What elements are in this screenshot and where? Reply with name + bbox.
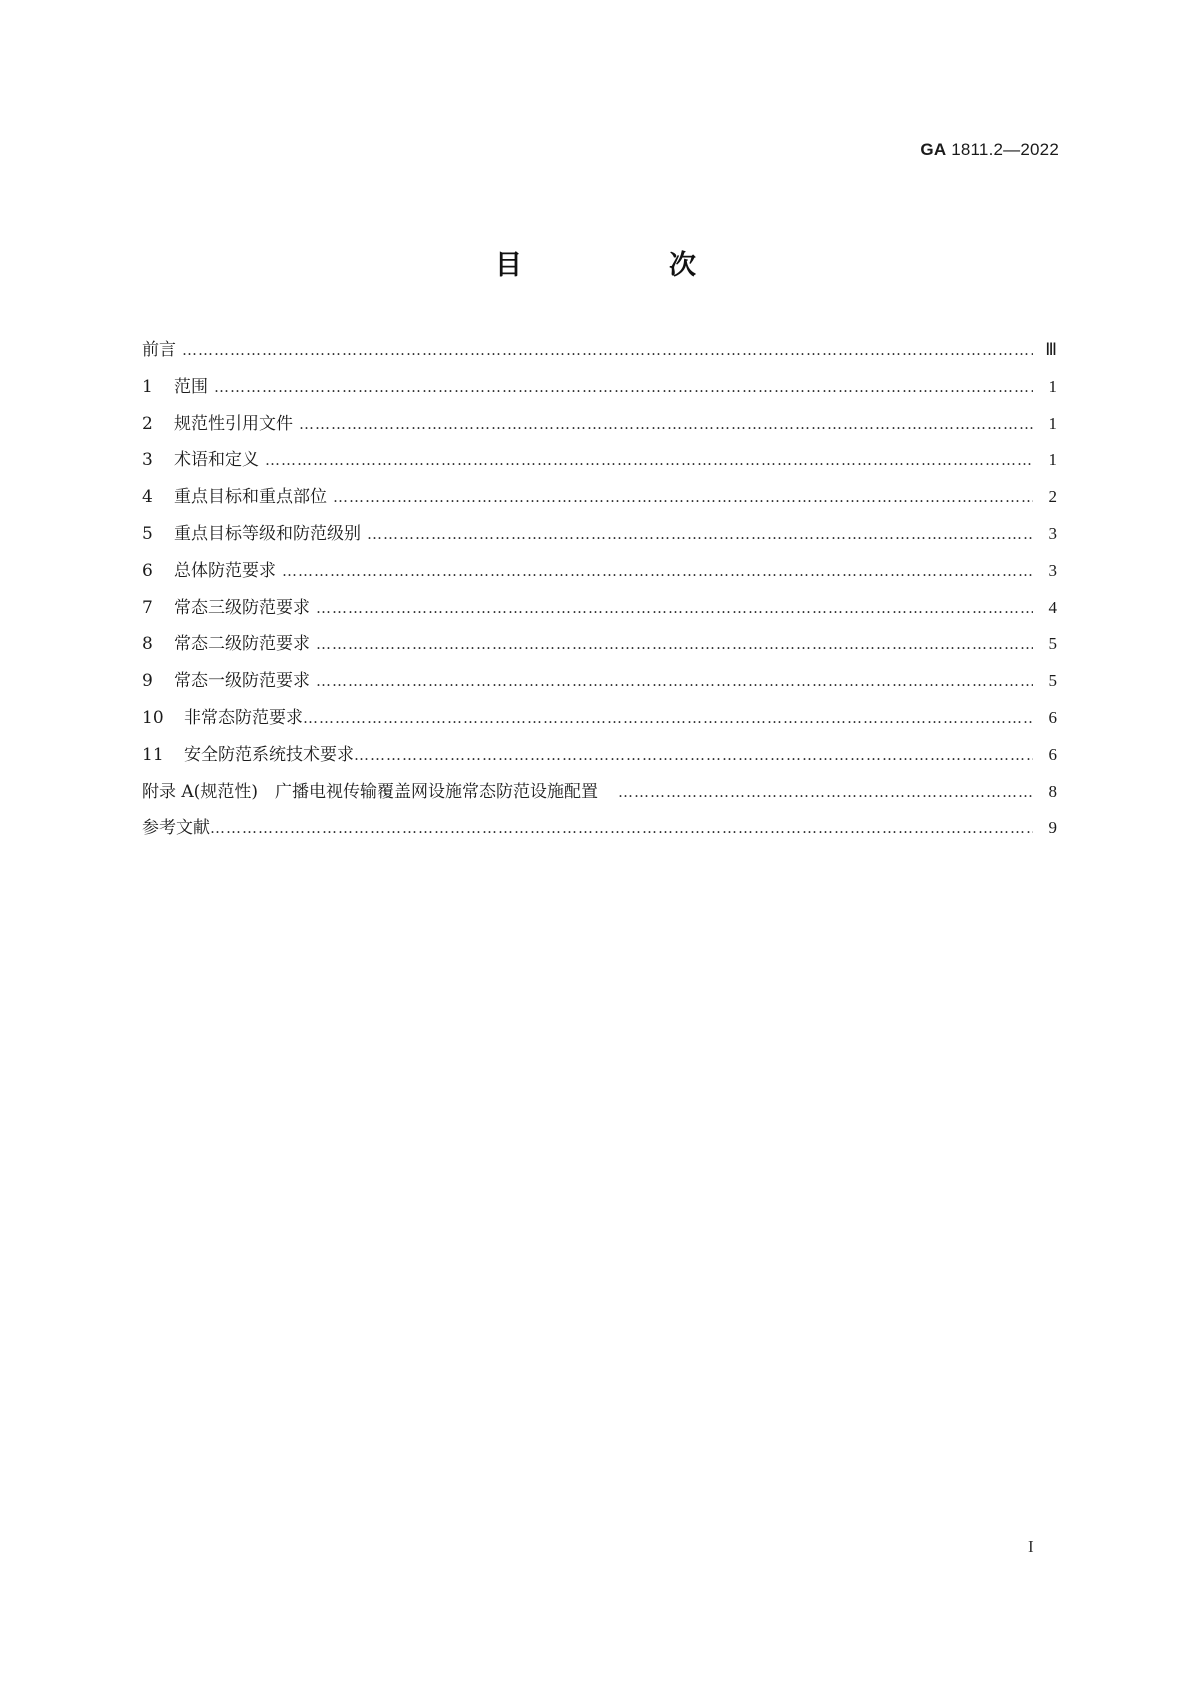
toc-leader-dots xyxy=(210,817,1033,839)
toc-leader-dots xyxy=(618,781,1033,803)
toc-entry-10[interactable] xyxy=(142,707,1057,744)
toc-entry-label: 术语和定义 xyxy=(174,450,259,471)
toc-entry-appendix-a[interactable] xyxy=(142,781,1057,818)
toc-entry-page: 8 xyxy=(1048,781,1057,801)
toc-entry-11[interactable] xyxy=(142,744,1057,781)
toc-leader-dots xyxy=(214,376,1033,398)
toc-entry-label: 非常态防范要求 xyxy=(184,707,303,728)
toc-entry-8[interactable] xyxy=(142,633,1057,670)
toc-entry-number: 6 xyxy=(142,560,153,581)
toc-entry-page: 9 xyxy=(1048,818,1057,838)
toc-entry-label: 常态二级防范要求 xyxy=(174,634,310,655)
toc-entry-page: 6 xyxy=(1048,707,1057,727)
toc-entry-page: 1 xyxy=(1048,450,1057,470)
toc-entry-label: 常态一级防范要求 xyxy=(174,671,310,692)
toc-leader-dots xyxy=(316,597,1033,619)
toc-entry-number: 11 xyxy=(142,744,164,765)
toc-entry-label: 重点目标等级和防范级别 xyxy=(174,523,361,544)
toc-entry-label: 总体防范要求 xyxy=(174,560,276,581)
table-of-contents xyxy=(142,339,1057,854)
toc-entry-page: 5 xyxy=(1048,634,1057,654)
toc-entry-page: 6 xyxy=(1048,744,1057,764)
document-code-number: 1811.2—2022 xyxy=(951,140,1059,159)
toc-leader-dots xyxy=(265,449,1033,471)
toc-leader-dots xyxy=(299,413,1033,435)
toc-entry-page: 3 xyxy=(1048,523,1057,543)
toc-entry-label: 规范性引用文件 xyxy=(174,413,293,434)
toc-leader-dots xyxy=(316,670,1033,692)
toc-entry-2[interactable] xyxy=(142,413,1057,450)
toc-entry-label: 重点目标和重点部位 xyxy=(174,487,327,508)
toc-entry-label: 范围 xyxy=(174,376,208,397)
toc-leader-dots xyxy=(367,523,1033,545)
toc-entry-number: 2 xyxy=(142,413,153,434)
toc-entry-7[interactable] xyxy=(142,597,1057,634)
toc-leader-dots xyxy=(333,486,1033,508)
toc-entry-label: 附录 A(规范性) 广播电视传输覆盖网设施常态防范设施配置 xyxy=(142,781,598,802)
toc-leader-dots xyxy=(316,633,1033,655)
toc-entry-page: 2 xyxy=(1048,487,1057,507)
toc-entry-number: 8 xyxy=(142,634,153,655)
document-code xyxy=(920,140,1059,160)
toc-entry-page: 4 xyxy=(1048,597,1057,617)
footer-page-number: I xyxy=(1028,1537,1034,1556)
document-code-prefix: GA xyxy=(920,140,947,159)
toc-entry-references[interactable] xyxy=(142,817,1057,854)
toc-entry-3[interactable] xyxy=(142,449,1057,486)
toc-entry-label: 安全防范系统技术要求 xyxy=(184,744,354,765)
toc-leader-dots xyxy=(303,707,1033,729)
page-title: 目 次 xyxy=(495,250,756,281)
toc-entry-page: 1 xyxy=(1048,376,1057,396)
toc-entry-number: 10 xyxy=(142,707,164,728)
toc-entry-number: 9 xyxy=(142,671,153,692)
toc-entry-4[interactable] xyxy=(142,486,1057,523)
toc-entry-page: Ⅲ xyxy=(1045,340,1057,359)
toc-entry-label: 前言 xyxy=(142,340,176,360)
toc-entry-number: 4 xyxy=(142,487,153,508)
toc-entry-number: 7 xyxy=(142,597,153,618)
toc-entry-foreword[interactable] xyxy=(142,339,1057,376)
toc-entry-page: 3 xyxy=(1048,560,1057,580)
toc-entry-label: 参考文献 xyxy=(142,818,210,839)
toc-leader-dots xyxy=(282,560,1033,582)
toc-entry-9[interactable] xyxy=(142,670,1057,707)
toc-entry-5[interactable] xyxy=(142,523,1057,560)
toc-entry-6[interactable] xyxy=(142,560,1057,597)
toc-entry-page: 5 xyxy=(1048,671,1057,691)
toc-leader-dots xyxy=(354,744,1033,766)
toc-entry-number: 1 xyxy=(142,376,153,397)
toc-entry-1[interactable] xyxy=(142,376,1057,413)
toc-leader-dots xyxy=(182,339,1033,361)
toc-entry-label: 常态三级防范要求 xyxy=(174,597,310,618)
toc-entry-number: 5 xyxy=(142,523,153,544)
toc-entry-number: 3 xyxy=(142,450,153,471)
toc-entry-page: 1 xyxy=(1048,413,1057,433)
